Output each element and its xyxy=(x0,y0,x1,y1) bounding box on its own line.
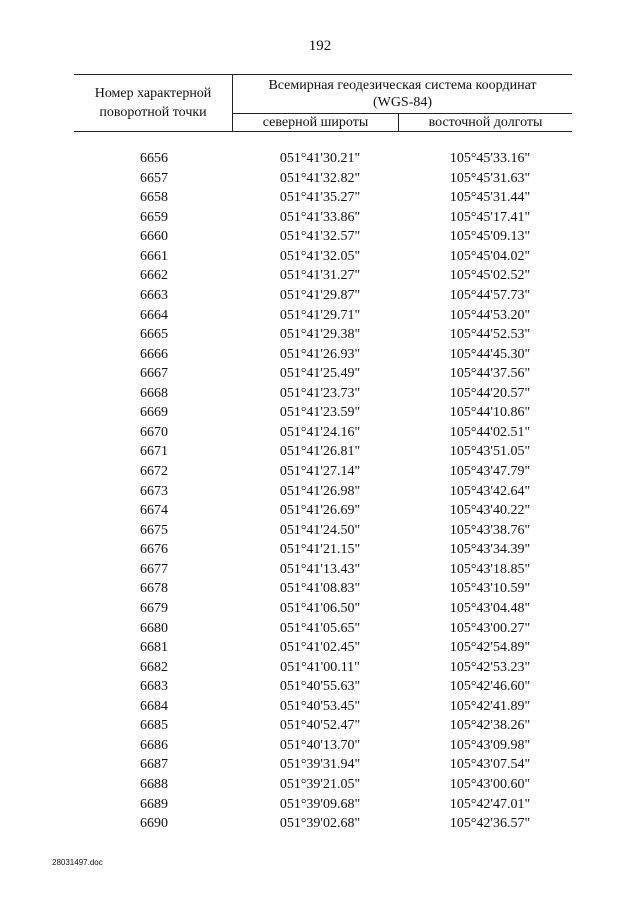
latitude-cell: 051°41'27.14" xyxy=(279,464,361,479)
longitude-cell: 105°42'38.26" xyxy=(449,718,531,734)
table-row xyxy=(0,814,640,834)
longitude-cell: 105°45'33.16" xyxy=(449,151,531,166)
point-number-cell: 6660 xyxy=(140,229,168,245)
point-number-cell: 6663 xyxy=(140,287,168,303)
point-number-cell: 6657 xyxy=(140,170,168,186)
latitude-cell: 051°41'33.86" xyxy=(279,209,361,225)
longitude-cell: 105°45'31.63" xyxy=(449,170,531,186)
table-row xyxy=(0,658,640,678)
longitude-cell: 105°45'09.13" xyxy=(449,229,531,245)
longitude-cell: 105°43'34.39" xyxy=(449,542,531,558)
point-number-cell: 6668 xyxy=(140,385,168,401)
latitude-header: северной широты xyxy=(262,115,369,130)
coordinate-system-header xyxy=(233,77,572,111)
page-number: 192 xyxy=(308,38,332,54)
latitude-cell: 051°41'35.27" xyxy=(279,190,361,206)
longitude-cell: 105°43'09.98" xyxy=(449,737,531,753)
longitude-cell: 105°45'17.41" xyxy=(449,209,531,225)
latitude-cell: 051°41'25.49" xyxy=(279,366,361,382)
point-number-cell: 6679 xyxy=(140,600,168,616)
table-row xyxy=(0,677,640,697)
point-number-cell: 6671 xyxy=(140,444,168,460)
table-row xyxy=(0,442,640,462)
table-row xyxy=(0,266,640,286)
table-row xyxy=(0,384,640,404)
table-row xyxy=(0,325,640,345)
point-number-cell: 6690 xyxy=(140,816,168,832)
table-row xyxy=(0,403,640,423)
table-row xyxy=(0,501,640,521)
table-row xyxy=(0,716,640,736)
longitude-cell: 105°44'37.56" xyxy=(449,366,531,382)
point-number-cell: 6666 xyxy=(140,346,168,362)
longitude-cell: 105°43'00.60" xyxy=(449,777,531,792)
table-row xyxy=(0,755,640,775)
table-row xyxy=(0,619,640,639)
file-name-footer: 28031497.doc xyxy=(52,858,103,867)
latitude-cell: 051°39'21.05" xyxy=(279,777,361,792)
point-number-cell: 6687 xyxy=(140,757,168,773)
longitude-cell: 105°43'04.48" xyxy=(449,600,531,616)
point-number-cell: 6675 xyxy=(140,522,168,538)
longitude-cell: 105°45'02.52" xyxy=(449,268,531,284)
longitude-cell: 105°42'54.89" xyxy=(449,640,531,656)
longitude-cell: 105°45'31.44" xyxy=(449,190,531,206)
latitude-cell: 051°41'24.16" xyxy=(279,424,361,440)
table-row xyxy=(0,345,640,365)
longitude-cell: 105°44'45.30" xyxy=(449,346,531,362)
table-row xyxy=(0,364,640,384)
table-row xyxy=(0,795,640,815)
latitude-cell: 051°41'26.93" xyxy=(279,346,361,362)
point-number-cell: 6672 xyxy=(140,464,168,479)
longitude-cell: 105°44'20.57" xyxy=(449,385,531,401)
latitude-cell: 051°39'09.68" xyxy=(279,796,361,812)
table-row xyxy=(0,188,640,208)
table-row xyxy=(0,306,640,326)
longitude-cell: 105°42'53.23" xyxy=(449,659,531,675)
latitude-cell: 051°41'02.45" xyxy=(279,640,361,656)
latitude-cell: 051°41'13.43" xyxy=(279,561,361,577)
latitude-cell: 051°41'29.87" xyxy=(279,287,361,303)
longitude-cell: 105°43'51.05" xyxy=(449,444,531,460)
latitude-cell: 051°40'52.47" xyxy=(279,718,361,734)
point-number-cell: 6686 xyxy=(140,737,168,753)
table-row xyxy=(0,697,640,717)
latitude-cell: 051°41'08.83" xyxy=(279,581,361,597)
latitude-cell: 051°41'29.38" xyxy=(279,327,361,343)
table-row xyxy=(0,247,640,267)
latitude-cell: 051°41'26.98" xyxy=(279,483,361,499)
longitude-cell: 105°45'04.02" xyxy=(449,248,531,264)
coordinate-system-header-line1: Всемирная геодезическая система координат xyxy=(268,78,537,93)
point-number-cell: 6683 xyxy=(140,679,168,695)
point-number-header xyxy=(74,75,232,131)
point-number-cell: 6670 xyxy=(140,424,168,440)
table-row xyxy=(0,208,640,228)
table-row xyxy=(0,736,640,756)
point-number-cell: 6669 xyxy=(140,405,168,421)
point-number-cell: 6688 xyxy=(140,777,168,792)
longitude-cell: 105°43'10.59" xyxy=(449,581,531,597)
longitude-cell: 105°42'36.57" xyxy=(449,816,531,832)
table-row xyxy=(0,286,640,306)
longitude-cell: 105°44'53.20" xyxy=(449,307,531,323)
longitude-cell: 105°44'10.86" xyxy=(449,405,531,421)
latitude-cell: 051°41'32.82" xyxy=(279,170,361,186)
point-number-cell: 6685 xyxy=(140,718,168,734)
coordinate-system-header-line2: (WGS-84) xyxy=(372,95,433,110)
point-number-cell: 6658 xyxy=(140,190,168,206)
point-number-cell: 6684 xyxy=(140,698,168,714)
latitude-cell: 051°41'26.81" xyxy=(279,444,361,460)
point-number-cell: 6667 xyxy=(140,366,168,382)
table-row xyxy=(0,521,640,541)
point-number-cell: 6665 xyxy=(140,327,168,343)
latitude-cell: 051°41'05.65" xyxy=(279,620,361,636)
latitude-cell: 051°41'23.59" xyxy=(279,405,361,421)
point-number-cell: 6678 xyxy=(140,581,168,597)
longitude-cell: 105°42'41.89" xyxy=(449,698,531,714)
point-number-cell: 6656 xyxy=(140,151,168,166)
table-row xyxy=(0,579,640,599)
table-header xyxy=(74,74,572,132)
table-row xyxy=(0,482,640,502)
coordinates-table-body xyxy=(0,149,640,834)
table-row xyxy=(0,599,640,619)
longitude-cell: 105°43'18.85" xyxy=(449,561,531,577)
longitude-header: восточной долготы xyxy=(428,115,543,130)
point-number-cell: 6677 xyxy=(140,561,168,577)
table-row xyxy=(0,638,640,658)
longitude-cell: 105°43'38.76" xyxy=(449,522,531,538)
latitude-cell: 051°39'02.68" xyxy=(279,816,361,832)
longitude-cell: 105°43'00.27" xyxy=(449,620,531,636)
point-number-cell: 6673 xyxy=(140,483,168,499)
point-number-cell: 6674 xyxy=(140,503,168,519)
longitude-cell: 105°44'02.51" xyxy=(449,424,531,440)
latitude-cell: 051°41'23.73" xyxy=(279,385,361,401)
longitude-cell: 105°44'57.73" xyxy=(449,287,531,303)
table-row xyxy=(0,540,640,560)
latitude-cell: 051°39'31.94" xyxy=(279,757,361,773)
point-number-cell: 6681 xyxy=(140,640,168,656)
point-number-cell: 6676 xyxy=(140,542,168,558)
latitude-cell: 051°40'55.63" xyxy=(279,679,361,695)
longitude-cell: 105°43'07.54" xyxy=(449,757,531,773)
longitude-cell: 105°42'47.01" xyxy=(449,796,531,812)
latitude-cell: 051°41'29.71" xyxy=(279,307,361,323)
table-row xyxy=(0,560,640,580)
latitude-cell: 051°41'30.21" xyxy=(279,151,361,166)
point-number-cell: 6661 xyxy=(140,248,168,264)
table-row xyxy=(0,775,640,795)
table-row xyxy=(0,423,640,443)
table-row xyxy=(0,227,640,247)
table-row xyxy=(0,149,640,169)
latitude-cell: 051°41'31.27" xyxy=(279,268,361,284)
latitude-cell: 051°41'32.05" xyxy=(279,248,361,264)
point-number-cell: 6680 xyxy=(140,620,168,636)
latitude-cell: 051°41'21.15" xyxy=(279,542,361,558)
point-number-header-line2: поворотной точки xyxy=(99,105,207,120)
longitude-cell: 105°43'40.22" xyxy=(449,503,531,519)
table-row xyxy=(0,169,640,189)
point-number-cell: 6664 xyxy=(140,307,168,323)
longitude-cell: 105°43'47.79" xyxy=(449,464,531,479)
latitude-cell: 051°40'13.70" xyxy=(279,737,361,753)
latitude-cell: 051°41'26.69" xyxy=(279,503,361,519)
longitude-cell: 105°42'46.60" xyxy=(449,679,531,695)
point-number-cell: 6682 xyxy=(140,659,168,675)
latitude-cell: 051°41'00.11" xyxy=(280,659,360,675)
latitude-cell: 051°40'53.45" xyxy=(279,698,361,714)
point-number-cell: 6659 xyxy=(140,209,168,225)
point-number-cell: 6689 xyxy=(140,796,168,812)
table-row xyxy=(0,462,640,482)
latitude-cell: 051°41'06.50" xyxy=(279,600,361,616)
latitude-cell: 051°41'32.57" xyxy=(279,229,361,245)
longitude-cell: 105°43'42.64" xyxy=(449,483,531,499)
point-number-header-line1: Номер характерной xyxy=(94,86,212,101)
longitude-cell: 105°44'52.53" xyxy=(449,327,531,343)
latitude-cell: 051°41'24.50" xyxy=(279,522,361,538)
point-number-cell: 6662 xyxy=(140,268,168,284)
